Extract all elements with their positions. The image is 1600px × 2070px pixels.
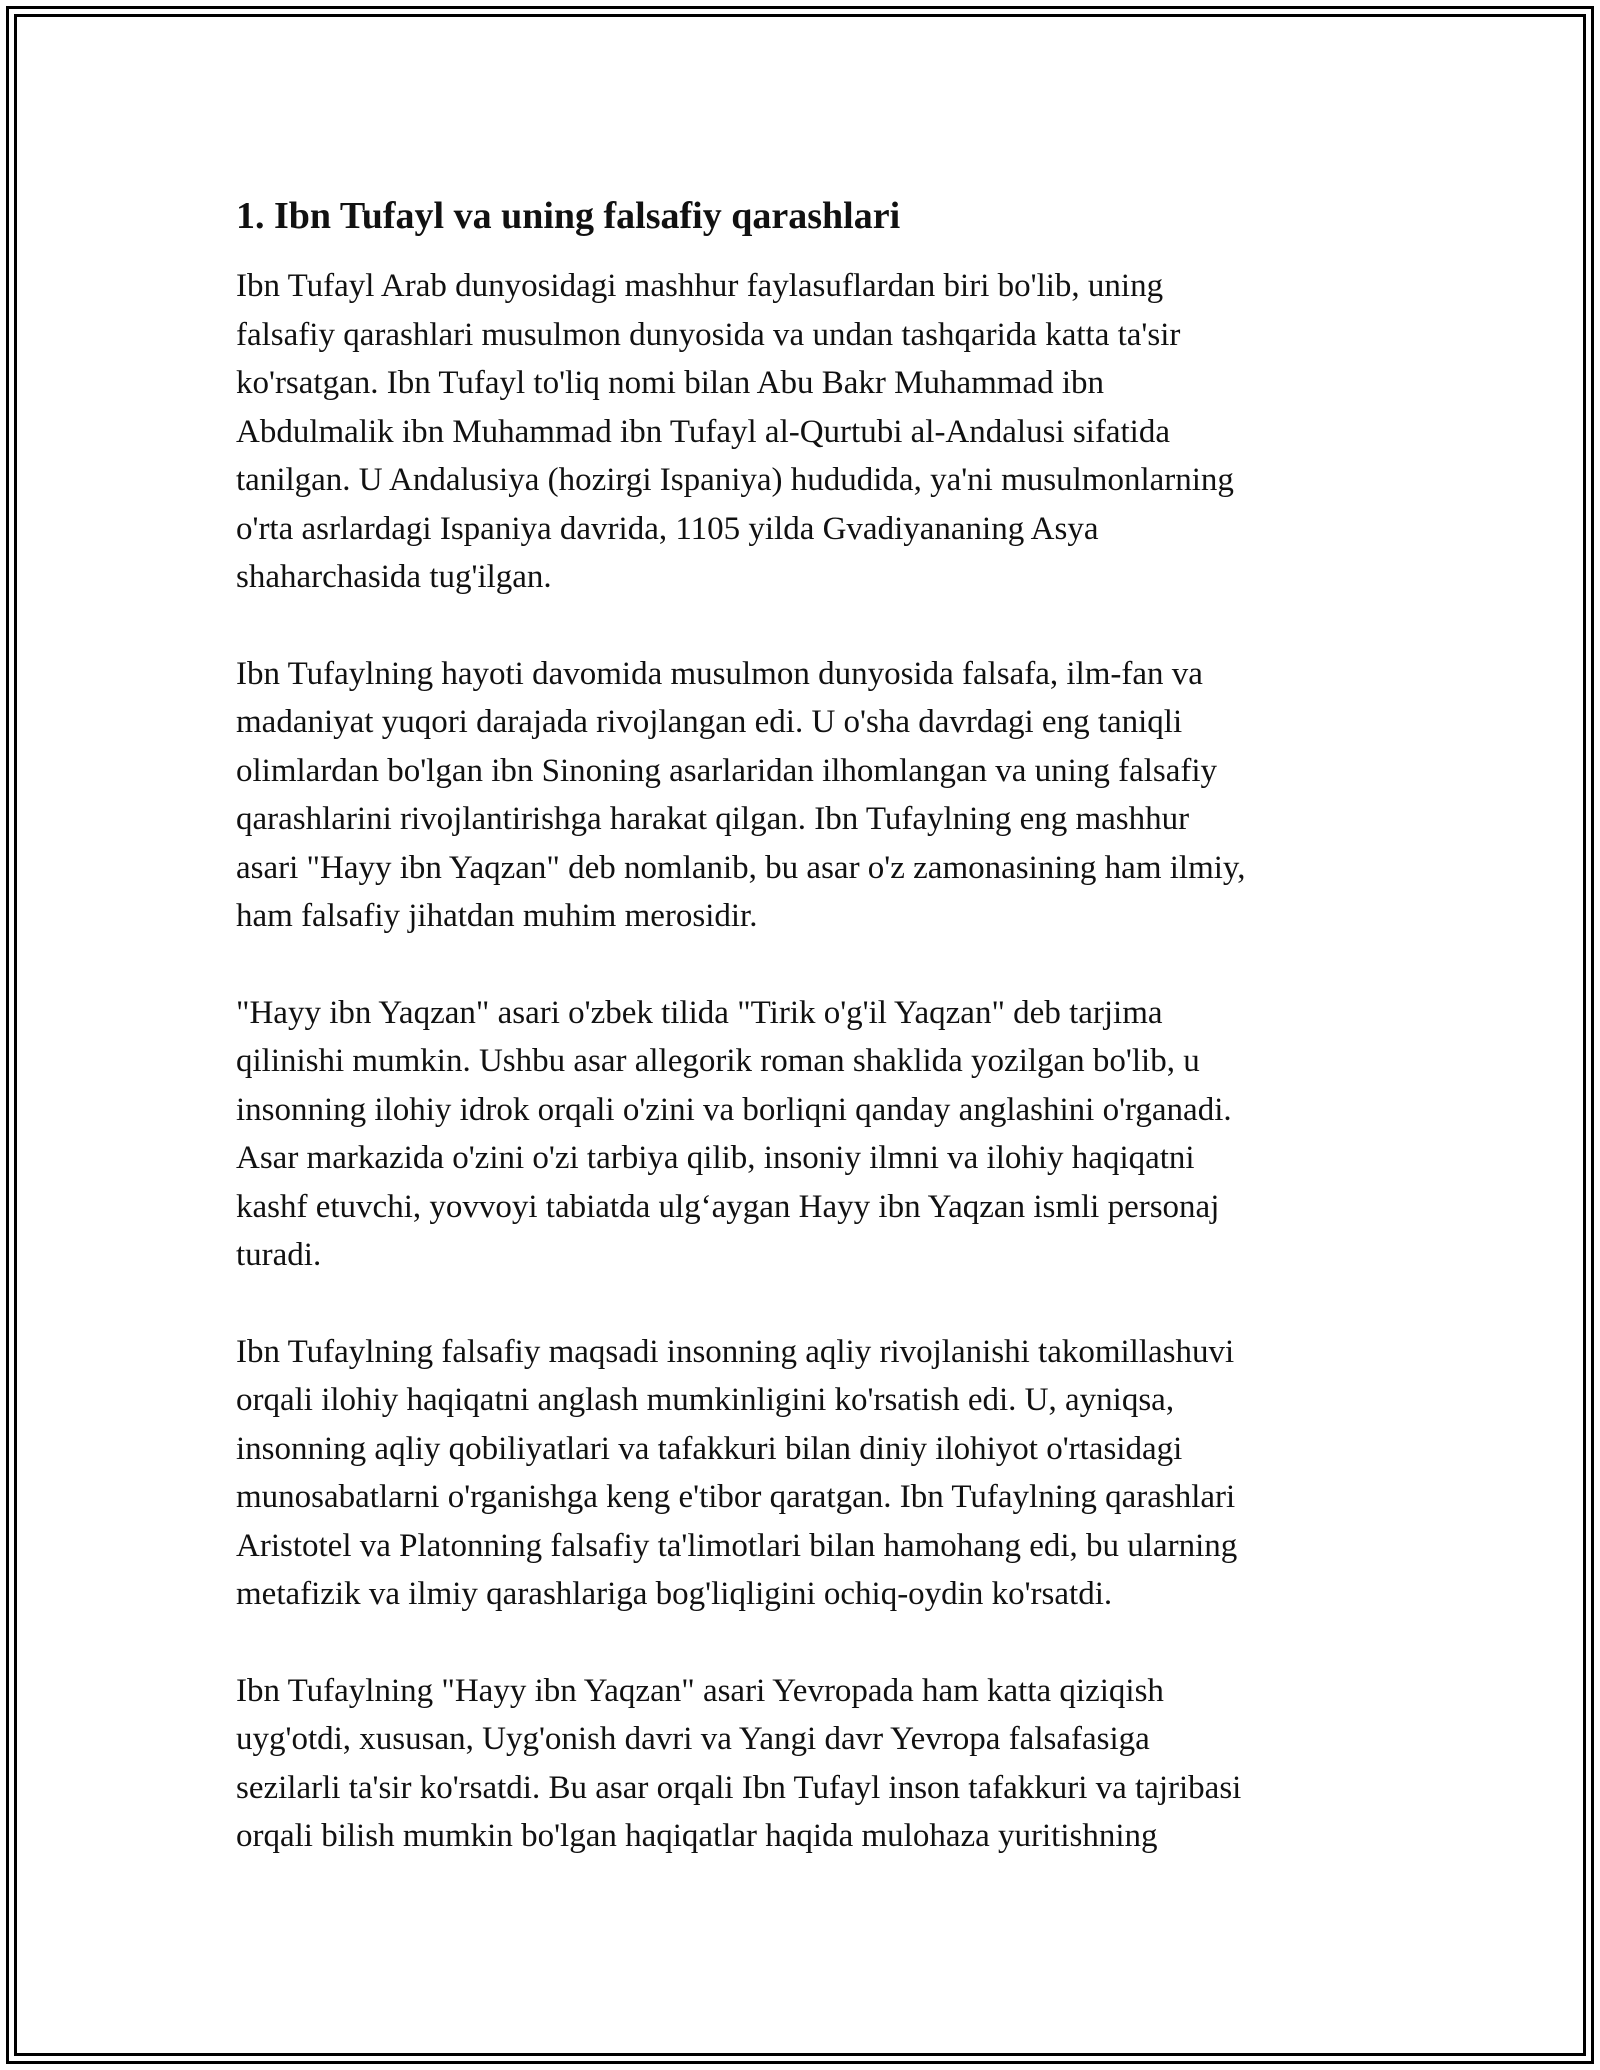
section-heading: 1. Ibn Tufayl va uning falsafiy qarashlari bbox=[236, 195, 901, 237]
text-line: munosabatlarni o'rganishga keng e'tibor qaratgan. Ibn Tufaylning qarashlari bbox=[236, 1479, 1236, 1515]
text-line: shaharchasida tug'ilgan. bbox=[236, 559, 552, 595]
paragraph bbox=[236, 1328, 1376, 1619]
paragraph bbox=[236, 1667, 1376, 1861]
text-line: insonning aqliy qobiliyatlari va tafakkuri bilan diniy ilohiyot o'rtasidagi bbox=[236, 1430, 1183, 1467]
text-line: insonning ilohiy idrok orqali o'zini va borliqni qanday anglashini o'rganadi. bbox=[236, 1091, 1232, 1128]
text-line: tanilgan. U Andalusiya (hozirgi Ispaniya) hududida, ya'ni musulmonlarning bbox=[236, 462, 1234, 498]
document-body bbox=[236, 188, 1376, 1909]
text-line: ham falsafiy jihatdan muhim merosidir. bbox=[236, 898, 758, 934]
text-line: qilinishi mumkin. Ushbu asar allegorik roman shaklida yozilgan bo'lib, u bbox=[236, 1043, 1200, 1079]
text-line: "Hayy ibn Yaqzan" asari o'zbek tilida "Tirik o'g'il Yaqzan" deb tarjima bbox=[236, 994, 1163, 1031]
text-line: Ibn Tufaylning hayoti davomida musulmon dunyosida falsafa, ilm-fan va bbox=[236, 655, 1203, 692]
text-line: madaniyat yuqori darajada rivojlangan edi. U o'sha davrdagi eng taniqli bbox=[236, 704, 1183, 740]
text-line: o'rta asrlardagi Ispaniya davrida, 1105 yilda Gvadiyananing Asya bbox=[236, 510, 1099, 547]
text-line: sezilarli ta'sir ko'rsatdi. Bu asar orqali Ibn Tufayl inson tafakkuri va tajribasi bbox=[236, 1769, 1242, 1806]
text-line: kashf etuvchi, yovvoyi tabiatda ulg‘aygan Hayy ibn Yaqzan ismli personaj bbox=[236, 1188, 1220, 1225]
text-line: Ibn Tufaylning falsafiy maqsadi insonning aqliy rivojlanishi takomillashuvi bbox=[236, 1333, 1235, 1370]
text-line: ko'rsatgan. Ibn Tufayl to'liq nomi bilan Abu Bakr Muhammad ibn bbox=[236, 365, 1105, 401]
text-line: falsafiy qarashlari musulmon dunyosida va undan tashqarida katta ta'sir bbox=[236, 316, 1181, 353]
paragraph bbox=[236, 989, 1376, 1280]
text-line: orqali ilohiy haqiqatni anglash mumkinligini ko'rsatish edi. U, ayniqsa, bbox=[236, 1382, 1175, 1418]
text-line: asari "Hayy ibn Yaqzan" deb nomlanib, bu asar o'z zamonasining ham ilmiy, bbox=[236, 849, 1246, 886]
text-line: orqali bilish mumkin bo'lgan haqiqatlar haqida mulohaza yuritishning bbox=[236, 1818, 1158, 1854]
text-line: Ibn Tufayl Arab dunyosidagi mashhur faylasuflardan biri bo'lib, uning bbox=[236, 268, 1164, 304]
text-line: turadi. bbox=[236, 1237, 322, 1273]
text-line: qarashlarini rivojlantirishga harakat qilgan. Ibn Tufaylning eng mashhur bbox=[236, 801, 1190, 837]
text-line: uyg'otdi, xususan, Uyg'onish davri va Yangi davr Yevropa falsafasiga bbox=[236, 1721, 1150, 1757]
text-line: olimlardan bo'lgan ibn Sinoning asarlaridan ilhomlangan va uning falsafiy bbox=[236, 752, 1218, 789]
text-line: Abdulmalik ibn Muhammad ibn Tufayl al-Qurtubi al-Andalusi sifatida bbox=[236, 413, 1170, 450]
paragraph bbox=[236, 262, 1376, 602]
text-line: Ibn Tufaylning "Hayy ibn Yaqzan" asari Yevropada ham katta qiziqish bbox=[236, 1672, 1164, 1709]
text-line: Aristotel va Platonning falsafiy ta'limotlari bilan hamohang edi, bu ularning bbox=[236, 1527, 1238, 1564]
paragraph bbox=[236, 650, 1376, 941]
text-line: Asar markazida o'zini o'zi tarbiya qilib, insoniy ilmni va ilohiy haqiqatni bbox=[236, 1140, 1195, 1176]
text-line: metafizik va ilmiy qarashlariga bog'liqligini ochiq-oydin ko'rsatdi. bbox=[236, 1576, 1113, 1612]
